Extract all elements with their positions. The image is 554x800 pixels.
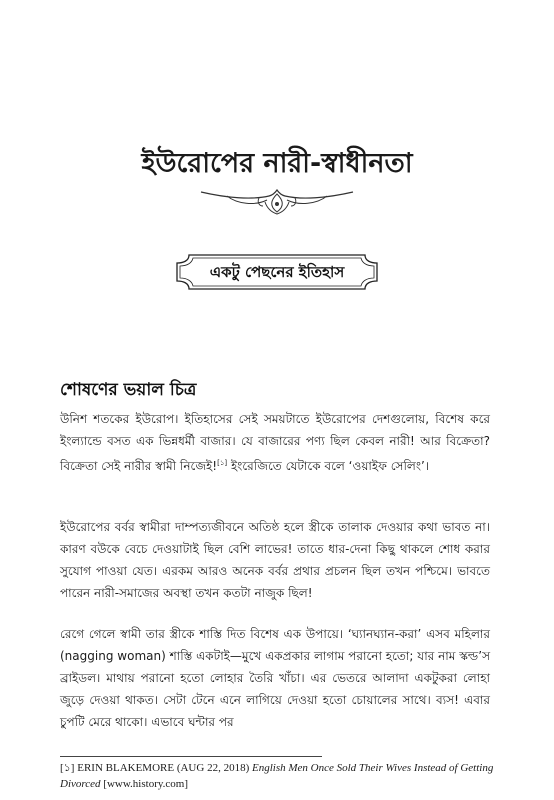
paragraph-2: ইউরোপের বর্বর স্বামীরা দাম্পত্যজীবনে অতিষ্ঠ হলে স্ত্রীকে তালাক দেওয়ার কথা ভাবত না। কারণ বউকে বেচে দেওয়াটাই ছিল বেশি লাভের! তাতে ধার-দেনা কিছু থাকলে শোধ করার সুযোগ পাওয়া যেত। এরকম আরও অনেক বর্বর প্রথার প্রচলন ছিল তখন পশ্চিমে। ভাবতে পারেন নারী-সমাজের অবস্থা তখন কতটা নাজুক ছিল!: [60, 520, 490, 600]
footnote: [60, 760, 500, 792]
footnote-reference[interactable]: [১]: [217, 459, 228, 467]
flourish-divider-icon: [197, 184, 357, 218]
footnote-divider: [60, 756, 322, 757]
footnote-article-title: English Men Once Sold Their Wives Instead of Getting Divorced: [60, 762, 494, 790]
subtitle-banner: [175, 253, 379, 291]
footnote-marker: [১]: [60, 762, 75, 774]
paragraph-1: [60, 408, 490, 477]
section-heading: শোষণের ভয়াল চিত্র: [60, 380, 197, 400]
chapter-title: ইউরোপের নারী-স্বাধীনতা: [141, 148, 413, 179]
paragraph-1-text-a: উনিশ শতকের ইউরোপ। ইতিহাসের সেই সময়টাতে ইউরোপের দেশগুলোয়, বিশেষ করে ইংল্যান্ডে বসত এক ভিন্নধর্মী বাজার। যে বাজারের পণ্য ছিল কেবল নারী! আর বিক্রেতা? বিক্রেতা সেই নারীর স্বামী নিজেই!: [60, 412, 490, 473]
footnote-source: [www.history.com]: [100, 778, 189, 790]
paragraph-3: রেগে গেলে স্বামী তার স্ত্রীকে শাস্তি দিত বিশেষ এক উপায়ে। ‘ঘ্যানঘ্যান-করা’ এসব মহিলার (nagging woman) শাস্তি একটাই—মুখে একপ্রকার লাগাম পরানো হতো; যার নাম স্কল্ড’স ব্রাইডল। মাথায় পরানো হতো লোহার তৈরি খাঁচা। এর ভেতরে আলাদা একটুকরা লোহা জুড়ে দেওয়া থাকত। সেটা টেনে এনে লাগিয়ে দেওয়া হতো চোয়ালের সাথে। ব্যস! এবার চুপটি মেরে থাকো। এভাবে ঘন্টার পর: [60, 627, 490, 729]
chapter-subtitle: একটু পেছনের ইতিহাস: [209, 263, 345, 281]
paragraph-1-text-b: ইংরেজিতে যেটাকে বলে ‘ওয়াইফ সেলিং’।: [227, 459, 430, 473]
footnote-author-date: ERIN BLAKEMORE (AUG 22, 2018): [74, 762, 252, 774]
